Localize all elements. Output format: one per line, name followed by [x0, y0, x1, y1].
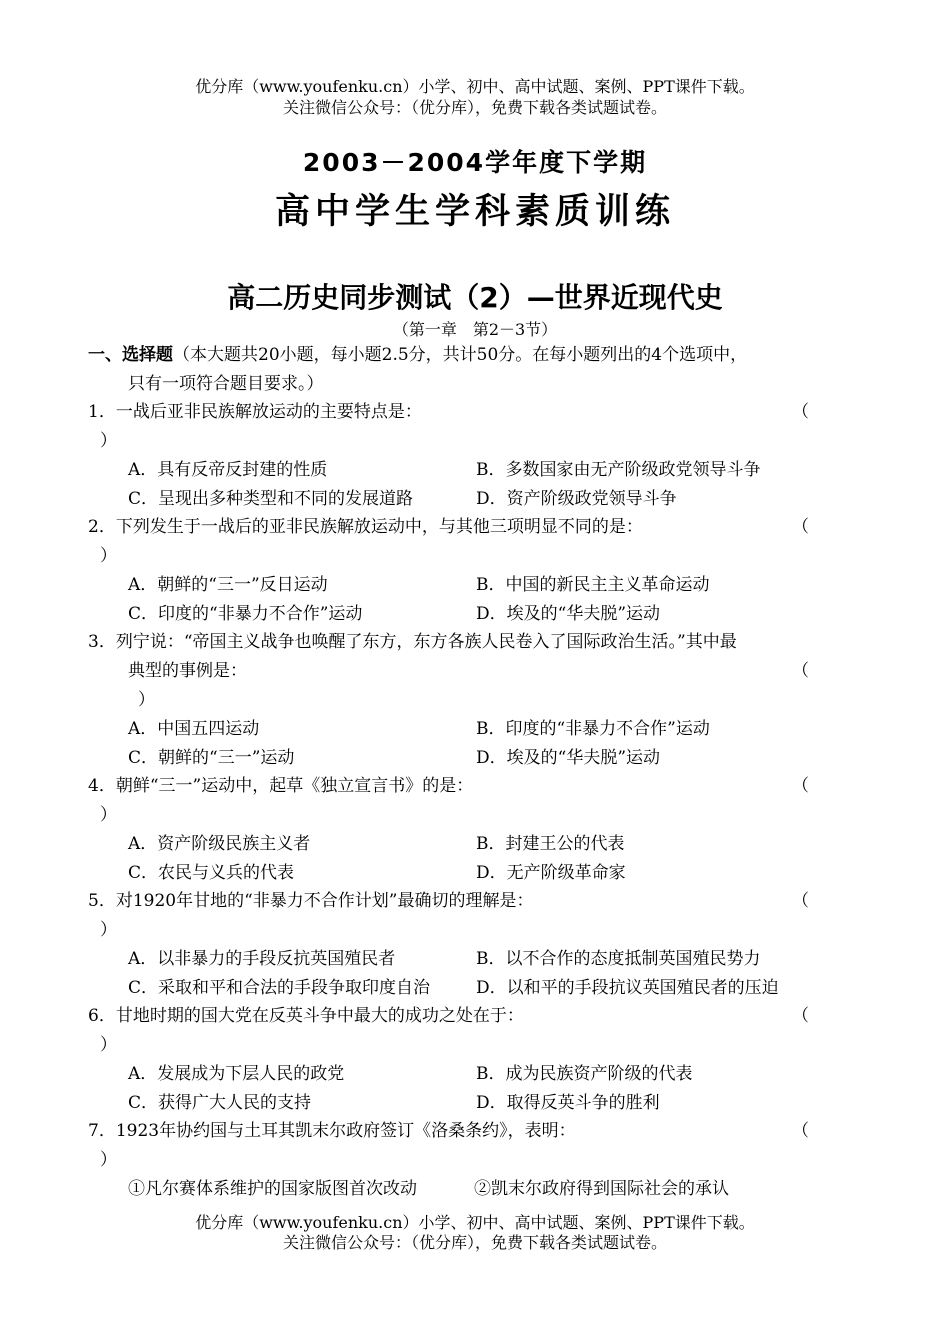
- question-3-cont: 典型的事例是：: [128, 661, 247, 681]
- q3-option-d: D．埃及的“华夫脱”运动: [476, 748, 661, 768]
- answer-paren-close: ）: [100, 1150, 117, 1170]
- answer-paren-open: （: [792, 1006, 809, 1026]
- main-title: 高中学生学科素质训练: [274, 192, 675, 232]
- answer-paren-close: ）: [100, 546, 117, 566]
- q5-option-a: A．以非暴力的手段反抗英国殖民者: [128, 949, 396, 969]
- q6-option-d: D．取得反英斗争的胜利: [476, 1093, 660, 1113]
- q4-option-b: B．封建王公的代表: [476, 834, 625, 854]
- footer-line-2: 关注微信公众号：（优分库），免费下载各类试题试卷。: [282, 1233, 667, 1252]
- footer-line-1: 优分库（www.youfenku.cn）小学、初中、高中试题、案例、PPT课件下载。: [195, 1213, 755, 1232]
- section-intro-cont: 只有一项符合题目要求。）: [128, 374, 324, 394]
- school-year-title: 2003－2004学年度下学期: [302, 148, 648, 177]
- header-line-1: 优分库（www.youfenku.cn）小学、初中、高中试题、案例、PPT课件下载。: [195, 77, 755, 96]
- q6-option-b: B．成为民族资产阶级的代表: [476, 1064, 693, 1084]
- q2-option-d: D．埃及的“华夫脱”运动: [476, 604, 661, 624]
- q5-option-d: D．以和平的手段抗议英国殖民者的压迫: [476, 978, 779, 998]
- section-intro: （本大题共20小题，每小题2.5分，共计50分。在每小题列出的4个选项中，: [173, 345, 748, 365]
- answer-paren-close: ）: [100, 920, 117, 940]
- q3-option-a: A．中国五四运动: [128, 719, 260, 739]
- answer-paren-close: ）: [100, 431, 117, 451]
- answer-paren-open: （: [792, 517, 809, 537]
- q6-option-c: C．获得广大人民的支持: [128, 1093, 312, 1113]
- q5-option-b: B．以不合作的态度抵制英国殖民势力: [476, 949, 761, 969]
- q2-option-c: C．印度的“非暴力不合作”运动: [128, 604, 363, 624]
- question-5: 5．对1920年甘地的“非暴力不合作计划”最确切的理解是：: [88, 891, 534, 911]
- q3-option-b: B．印度的“非暴力不合作”运动: [476, 719, 710, 739]
- q2-option-a: A．朝鲜的“三一”反日运动: [128, 575, 328, 595]
- q4-option-c: C．农民与义兵的代表: [128, 863, 295, 883]
- answer-paren-close: ）: [138, 690, 155, 710]
- q7-statement-1: ①凡尔赛体系维护的国家版图首次改动: [128, 1179, 417, 1199]
- q4-option-d: D．无产阶级革命家: [476, 863, 626, 883]
- answer-paren-open: （: [792, 661, 809, 681]
- question-3: 3．列宁说：“帝国主义战争也唤醒了东方，东方各族人民卷入了国际政治生活。”其中最: [88, 632, 737, 652]
- question-4: 4．朝鲜“三一”运动中，起草《独立宣言书》的是：: [88, 776, 474, 796]
- answer-paren-open: （: [792, 776, 809, 796]
- answer-paren-open: （: [792, 402, 809, 422]
- section-label: 一、选择题: [88, 345, 173, 365]
- q1-option-a: A．具有反帝反封建的性质: [128, 460, 328, 480]
- q1-option-d: D．资产阶级政党领导斗争: [476, 489, 677, 509]
- q2-option-b: B．中国的新民主主义革命运动: [476, 575, 710, 595]
- q6-option-a: A．发展成为下层人民的政党: [128, 1064, 345, 1084]
- question-2: 2．下列发生于一战后的亚非民族解放运动中，与其他三项明显不同的是：: [88, 517, 643, 537]
- q4-option-a: A．资产阶级民族主义者: [128, 834, 311, 854]
- q1-option-c: C．呈现出多种类型和不同的发展道路: [128, 489, 414, 509]
- q1-option-b: B．多数国家由无产阶级政党领导斗争: [476, 460, 761, 480]
- question-7: 7．1923年协约国与土耳其凯末尔政府签订《洛桑条约》，表明：: [88, 1121, 576, 1141]
- answer-paren-open: （: [792, 891, 809, 911]
- question-1: 1．一战后亚非民族解放运动的主要特点是：: [88, 402, 422, 422]
- chapter-subtitle: （第一章 第2－3节）: [392, 320, 558, 339]
- section-heading: [88, 343, 747, 367]
- answer-paren-open: （: [792, 1121, 809, 1141]
- header-line-2: 关注微信公众号：（优分库），免费下载各类试题试卷。: [282, 98, 667, 117]
- answer-paren-close: ）: [100, 1035, 117, 1055]
- subject-title: 高二历史同步测试（2）—世界近现代史: [227, 281, 723, 314]
- question-6: 6．甘地时期的国大党在反英斗争中最大的成功之处在于：: [88, 1006, 524, 1026]
- answer-paren-close: ）: [100, 805, 117, 825]
- q3-option-c: C．朝鲜的“三一”运动: [128, 748, 295, 768]
- q7-statement-2: ②凯末尔政府得到国际社会的承认: [474, 1179, 729, 1199]
- q5-option-c: C．采取和平和合法的手段争取印度自治: [128, 978, 431, 998]
